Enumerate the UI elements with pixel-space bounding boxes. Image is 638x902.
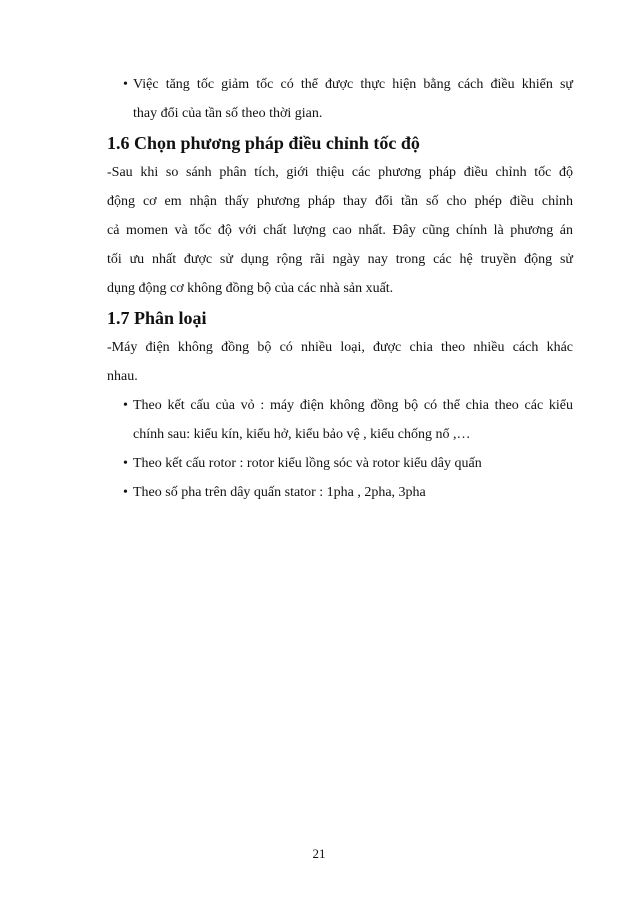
bullet-text <box>133 391 573 449</box>
bullet-line: chính sau: kiểu kín, kiểu hở, kiểu bảo vệ , kiểu chống nổ ,… <box>133 427 471 442</box>
bullet-symbol: • <box>123 456 128 471</box>
paragraph-method-choice <box>107 158 573 303</box>
bullet-line: thay đổi của tần số theo thời gian. <box>133 106 323 121</box>
bullet-item-phases <box>107 478 573 507</box>
paragraph-line: tối ưu nhất được sử dụng rộng rãi ngày nay trong các hệ truyền động sử <box>107 252 573 267</box>
bullet-line: Theo kết cấu rotor : rotor kiểu lồng sóc và rotor kiểu dây quấn <box>133 456 482 471</box>
bullet-item-speed-control <box>107 70 573 128</box>
bullet-item-housing <box>107 391 573 449</box>
paragraph-line: nhau. <box>107 369 138 384</box>
paragraph-classification-intro <box>107 333 573 391</box>
paragraph-line: dụng động cơ không đồng bộ của các nhà sản xuất. <box>107 281 394 296</box>
paragraph-line: động cơ em nhận thấy phương pháp thay đổi tần số cho phép điều chỉnh <box>107 194 573 209</box>
bullet-line: Việc tăng tốc giảm tốc có thể được thực hiện bằng cách điều khiển sự <box>133 77 573 92</box>
paragraph-line: -Sau khi so sánh phân tích, giới thiệu các phương pháp điều chỉnh tốc độ <box>107 165 573 180</box>
section-heading-1-6: 1.6 Chọn phương pháp điều chỉnh tốc độ <box>107 133 420 153</box>
bullet-line: Theo kết cấu của vỏ : máy điện không đồng bộ có thể chia theo các kiểu <box>133 398 573 413</box>
page-number: 21 <box>312 846 326 861</box>
bullet-symbol: • <box>123 398 128 413</box>
section-heading-1-7: 1.7 Phân loại <box>107 308 207 328</box>
bullet-line: Theo số pha trên dây quấn stator : 1pha , 2pha, 3pha <box>133 485 426 500</box>
bullet-symbol: • <box>123 77 128 92</box>
bullet-text <box>133 478 573 507</box>
bullet-text <box>133 70 573 128</box>
page-content <box>107 70 573 507</box>
bullet-item-rotor <box>107 449 573 478</box>
paragraph-line: cả momen và tốc độ với chất lượng cao nhất. Đây cũng chính là phương án <box>107 223 573 238</box>
paragraph-line: -Máy điện không đồng bộ có nhiều loại, được chia theo nhiều cách khác <box>107 340 573 355</box>
bullet-symbol: • <box>123 485 128 500</box>
bullet-text <box>133 449 573 478</box>
